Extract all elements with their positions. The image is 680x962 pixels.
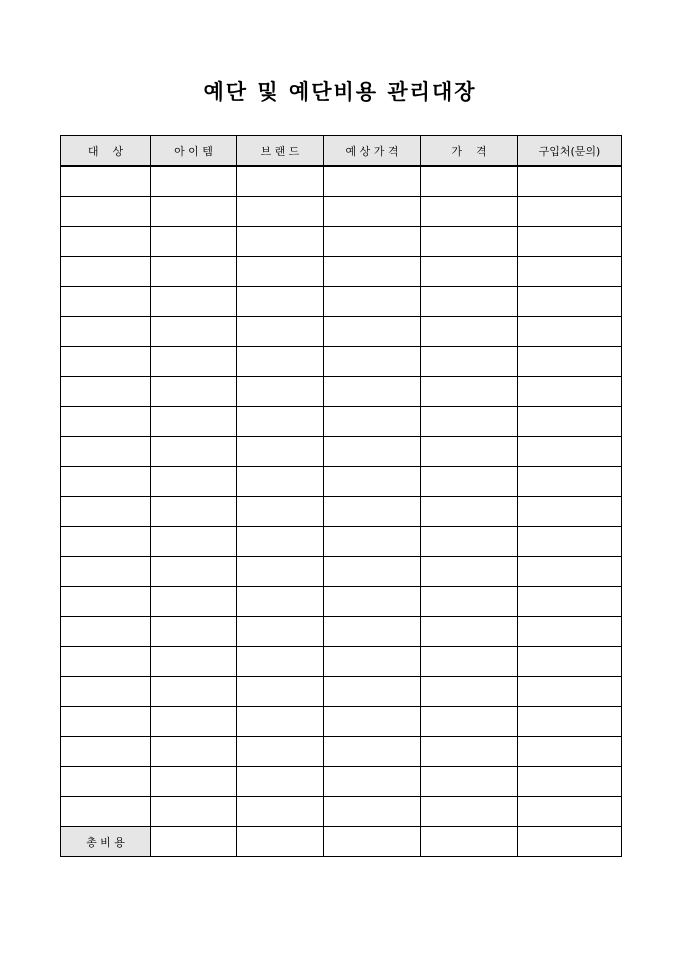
table-cell[interactable]: [151, 407, 237, 437]
table-cell[interactable]: [324, 287, 421, 317]
table-cell[interactable]: [151, 557, 237, 587]
table-cell[interactable]: [421, 647, 518, 677]
table-cell[interactable]: [61, 227, 151, 257]
table-cell[interactable]: [61, 407, 151, 437]
table-cell[interactable]: [421, 737, 518, 767]
table-cell[interactable]: [61, 677, 151, 707]
table-cell[interactable]: [518, 166, 622, 197]
table-cell[interactable]: [61, 317, 151, 347]
table-cell[interactable]: [237, 257, 324, 287]
table-row: [61, 347, 622, 377]
table-cell[interactable]: [518, 407, 622, 437]
table-cell[interactable]: [518, 467, 622, 497]
table-cell[interactable]: [324, 257, 421, 287]
table-cell[interactable]: [421, 317, 518, 347]
table-row: [61, 377, 622, 407]
table-cell[interactable]: [324, 437, 421, 467]
table-cell[interactable]: [518, 797, 622, 827]
table-cell[interactable]: [151, 497, 237, 527]
table-cell[interactable]: [151, 377, 237, 407]
table-cell[interactable]: [421, 347, 518, 377]
table-cell[interactable]: [421, 527, 518, 557]
table-cell[interactable]: [518, 587, 622, 617]
table-row: [61, 197, 622, 227]
table-row: [61, 437, 622, 467]
table-row: [61, 677, 622, 707]
table-cell[interactable]: [324, 467, 421, 497]
total-cell[interactable]: [518, 827, 622, 857]
table-cell[interactable]: [324, 347, 421, 377]
table-cell[interactable]: [421, 617, 518, 647]
table-cell[interactable]: [421, 287, 518, 317]
table-row: [61, 287, 622, 317]
table-cell[interactable]: [518, 257, 622, 287]
table-row: [61, 617, 622, 647]
table-cell[interactable]: [518, 737, 622, 767]
header-price: 가 격: [421, 136, 518, 167]
table-cell[interactable]: [237, 737, 324, 767]
table-cell[interactable]: [518, 497, 622, 527]
table-cell[interactable]: [61, 737, 151, 767]
table-cell[interactable]: [421, 707, 518, 737]
table-cell[interactable]: [324, 587, 421, 617]
table-cell[interactable]: [518, 557, 622, 587]
table-cell[interactable]: [61, 527, 151, 557]
table-cell[interactable]: [518, 317, 622, 347]
table-row: [61, 407, 622, 437]
header-item: 아 이 템: [151, 136, 237, 167]
table-cell[interactable]: [237, 317, 324, 347]
table-cell[interactable]: [237, 617, 324, 647]
table-cell[interactable]: [421, 377, 518, 407]
table-cell[interactable]: [151, 527, 237, 557]
table-cell[interactable]: [421, 557, 518, 587]
header-target: 대 상: [61, 136, 151, 167]
table-cell[interactable]: [151, 737, 237, 767]
table-cell[interactable]: [324, 617, 421, 647]
table-cell[interactable]: [421, 467, 518, 497]
table-cell[interactable]: [518, 617, 622, 647]
header-row: [61, 136, 622, 167]
table-row: [61, 557, 622, 587]
table-cell[interactable]: [421, 166, 518, 197]
table-cell[interactable]: [237, 587, 324, 617]
table-cell[interactable]: [61, 797, 151, 827]
table-cell[interactable]: [237, 497, 324, 527]
table-row: [61, 227, 622, 257]
table-row: [61, 767, 622, 797]
table-cell[interactable]: [324, 707, 421, 737]
table-row: [61, 707, 622, 737]
table-cell[interactable]: [237, 707, 324, 737]
table-cell[interactable]: [61, 587, 151, 617]
ledger-table: [60, 135, 622, 857]
total-row: [61, 827, 622, 857]
table-cell[interactable]: [151, 677, 237, 707]
total-cost-label: 총 비 용: [61, 827, 151, 857]
table-cell[interactable]: [61, 767, 151, 797]
table-cell[interactable]: [151, 617, 237, 647]
table-row: [61, 587, 622, 617]
table-cell[interactable]: [151, 317, 237, 347]
table-cell[interactable]: [151, 467, 237, 497]
table-cell[interactable]: [151, 347, 237, 377]
table-cell[interactable]: [518, 647, 622, 677]
table-cell[interactable]: [518, 347, 622, 377]
table-cell[interactable]: [324, 227, 421, 257]
table-row: [61, 797, 622, 827]
table-cell[interactable]: [61, 377, 151, 407]
table-cell[interactable]: [324, 767, 421, 797]
table-row: [61, 737, 622, 767]
ledger-body: [61, 166, 622, 827]
table-cell[interactable]: [237, 407, 324, 437]
table-cell[interactable]: [324, 557, 421, 587]
table-cell[interactable]: [421, 797, 518, 827]
table-cell[interactable]: [61, 437, 151, 467]
table-cell[interactable]: [237, 287, 324, 317]
header-brand: 브 랜 드: [237, 136, 324, 167]
document-title: 예단 및 예단비용 관리대장: [203, 79, 477, 104]
table-cell[interactable]: [518, 437, 622, 467]
table-cell[interactable]: [518, 527, 622, 557]
table-cell[interactable]: [421, 227, 518, 257]
table-cell[interactable]: [151, 767, 237, 797]
table-cell[interactable]: [421, 197, 518, 227]
table-cell[interactable]: [421, 677, 518, 707]
table-cell[interactable]: [518, 227, 622, 257]
table-cell[interactable]: [518, 767, 622, 797]
table-cell[interactable]: [237, 166, 324, 197]
table-cell[interactable]: [421, 587, 518, 617]
total-cell[interactable]: [237, 827, 324, 857]
table-cell[interactable]: [237, 527, 324, 557]
table-cell[interactable]: [237, 437, 324, 467]
table-cell[interactable]: [61, 197, 151, 227]
table-cell[interactable]: [237, 347, 324, 377]
table-cell[interactable]: [237, 467, 324, 497]
table-cell[interactable]: [421, 497, 518, 527]
table-cell[interactable]: [324, 377, 421, 407]
table-cell[interactable]: [324, 647, 421, 677]
table-cell[interactable]: [324, 497, 421, 527]
table-cell[interactable]: [518, 197, 622, 227]
table-row: [61, 166, 622, 197]
table-cell[interactable]: [151, 257, 237, 287]
table-cell[interactable]: [151, 166, 237, 197]
table-cell[interactable]: [151, 797, 237, 827]
table-cell[interactable]: [324, 797, 421, 827]
table-cell[interactable]: [151, 287, 237, 317]
table-cell[interactable]: [237, 647, 324, 677]
table-cell[interactable]: [237, 227, 324, 257]
table-cell[interactable]: [421, 407, 518, 437]
table-cell[interactable]: [151, 197, 237, 227]
table-cell[interactable]: [324, 317, 421, 347]
table-cell[interactable]: [151, 647, 237, 677]
table-cell[interactable]: [421, 257, 518, 287]
table-cell[interactable]: [151, 587, 237, 617]
table-cell[interactable]: [324, 737, 421, 767]
table-cell[interactable]: [61, 557, 151, 587]
table-cell[interactable]: [151, 707, 237, 737]
table-cell[interactable]: [237, 557, 324, 587]
table-cell[interactable]: [61, 707, 151, 737]
table-cell[interactable]: [421, 437, 518, 467]
table-cell[interactable]: [324, 197, 421, 227]
table-cell[interactable]: [237, 767, 324, 797]
table-row: [61, 497, 622, 527]
table-cell[interactable]: [324, 677, 421, 707]
table-cell[interactable]: [61, 467, 151, 497]
total-cell[interactable]: [324, 827, 421, 857]
table-cell[interactable]: [151, 227, 237, 257]
table-cell[interactable]: [237, 677, 324, 707]
table-cell[interactable]: [61, 617, 151, 647]
table-cell[interactable]: [61, 347, 151, 377]
table-cell[interactable]: [61, 287, 151, 317]
table-row: [61, 647, 622, 677]
table-cell[interactable]: [61, 166, 151, 197]
table-cell[interactable]: [237, 377, 324, 407]
table-row: [61, 467, 622, 497]
table-cell[interactable]: [324, 166, 421, 197]
header-purchase-place: 구입처(문의): [518, 136, 622, 167]
table-cell[interactable]: [518, 287, 622, 317]
table-cell[interactable]: [421, 767, 518, 797]
header-expected-price: 예 상 가 격: [324, 136, 421, 167]
table-row: [61, 317, 622, 347]
table-row: [61, 257, 622, 287]
table-cell[interactable]: [324, 407, 421, 437]
table-cell[interactable]: [61, 257, 151, 287]
table-cell[interactable]: [61, 647, 151, 677]
total-cell[interactable]: [151, 827, 237, 857]
table-cell[interactable]: [237, 197, 324, 227]
total-cell[interactable]: [421, 827, 518, 857]
table-cell[interactable]: [61, 497, 151, 527]
table-cell[interactable]: [151, 437, 237, 467]
table-cell[interactable]: [237, 797, 324, 827]
table-cell[interactable]: [518, 707, 622, 737]
table-cell[interactable]: [518, 377, 622, 407]
table-row: [61, 527, 622, 557]
table-cell[interactable]: [324, 527, 421, 557]
table-cell[interactable]: [518, 677, 622, 707]
